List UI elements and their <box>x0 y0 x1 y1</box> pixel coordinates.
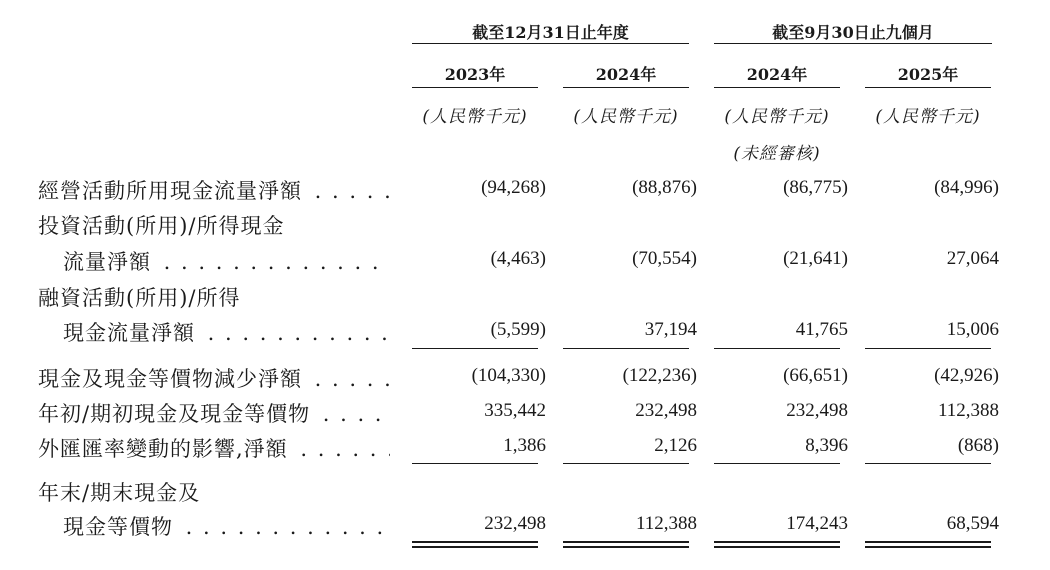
subtotal-rule <box>714 348 840 349</box>
cell-value: 232,498 <box>484 513 546 534</box>
year-underline <box>865 87 991 88</box>
subtotal-rule <box>412 463 538 464</box>
subtotal-rule <box>563 348 689 349</box>
year-header: 2023年 <box>444 65 506 84</box>
cell-value: 27,064 <box>946 248 999 269</box>
cell-value: (66,651) <box>783 365 848 386</box>
subtotal-rule <box>412 348 538 349</box>
row-label-opening-balance: 年初/期初現金及現金等價物 . . . <box>38 398 390 428</box>
unit-label: (人民幣千元) <box>875 107 981 127</box>
row-label-net-decrease: 現金及現金等價物減少淨額 . . . <box>38 363 390 393</box>
row-label-financing-line1: 融資活動(所用)/所得 <box>38 282 390 312</box>
cell-value: 232,498 <box>786 400 848 421</box>
cell-value: 8,396 <box>805 435 848 456</box>
subtotal-rule <box>714 463 840 464</box>
cell-value: 335,442 <box>484 400 546 421</box>
subtotal-rule <box>865 463 991 464</box>
row-label-fx-effect: 外匯匯率變動的影響,淨額 . . . <box>38 433 390 463</box>
group-underline <box>412 43 689 44</box>
cell-value: 37,194 <box>644 319 697 340</box>
cell-value: (94,268) <box>481 177 546 198</box>
row-label-investing: 流量淨額 . . . <box>63 246 390 276</box>
group-underline <box>714 43 992 44</box>
period-header-year-end: 截至12月31日止年度 <box>472 23 629 42</box>
cell-value: 174,243 <box>786 513 848 534</box>
cell-value: (122,236) <box>622 365 697 386</box>
period-header-nine-months: 截至9月30日止九個月 <box>772 23 934 42</box>
cell-value: (868) <box>957 435 999 456</box>
row-label-investing-line1: 投資活動(所用)/所得現金 <box>38 210 390 240</box>
unit-label: (人民幣千元) <box>573 107 679 127</box>
cell-value: (104,330) <box>471 365 546 386</box>
cell-value: 112,388 <box>937 400 999 421</box>
cell-value: 41,765 <box>795 319 848 340</box>
cell-value: (42,926) <box>934 365 999 386</box>
cell-value: 112,388 <box>635 513 697 534</box>
row-label-financing: 現金流量淨額 . . . <box>63 317 390 347</box>
subtotal-rule <box>865 348 991 349</box>
unit-label: (人民幣千元) <box>724 107 830 127</box>
cell-value: (88,876) <box>632 177 697 198</box>
year-header: 2024年 <box>746 65 808 84</box>
total-double-rule <box>412 541 538 548</box>
cell-value: 68,594 <box>946 513 999 534</box>
cell-value: 15,006 <box>946 319 999 340</box>
total-double-rule <box>865 541 991 548</box>
unit-label: (人民幣千元) <box>422 107 528 127</box>
subtotal-rule <box>563 463 689 464</box>
cell-value: 232,498 <box>635 400 697 421</box>
cell-value: (84,996) <box>934 177 999 198</box>
cell-value: 2,126 <box>654 435 697 456</box>
year-underline <box>714 87 840 88</box>
cell-value: (4,463) <box>490 248 546 269</box>
cell-value: (5,599) <box>490 319 546 340</box>
year-header: 2025年 <box>897 65 959 84</box>
unaudited-label: (未經審核) <box>733 144 821 164</box>
row-label-closing-line1: 年末/期末現金及 <box>38 477 390 507</box>
year-header: 2024年 <box>595 65 657 84</box>
year-underline <box>563 87 689 88</box>
cell-value: (70,554) <box>632 248 697 269</box>
cell-value: 1,386 <box>503 435 546 456</box>
total-double-rule <box>714 541 840 548</box>
cell-value: (21,641) <box>783 248 848 269</box>
cell-value: (86,775) <box>783 177 848 198</box>
year-underline <box>412 87 538 88</box>
row-label-operating: 經營活動所用現金流量淨額 . . . <box>38 175 390 205</box>
row-label-closing-balance: 現金等價物 . . . <box>63 511 390 541</box>
total-double-rule <box>563 541 689 548</box>
